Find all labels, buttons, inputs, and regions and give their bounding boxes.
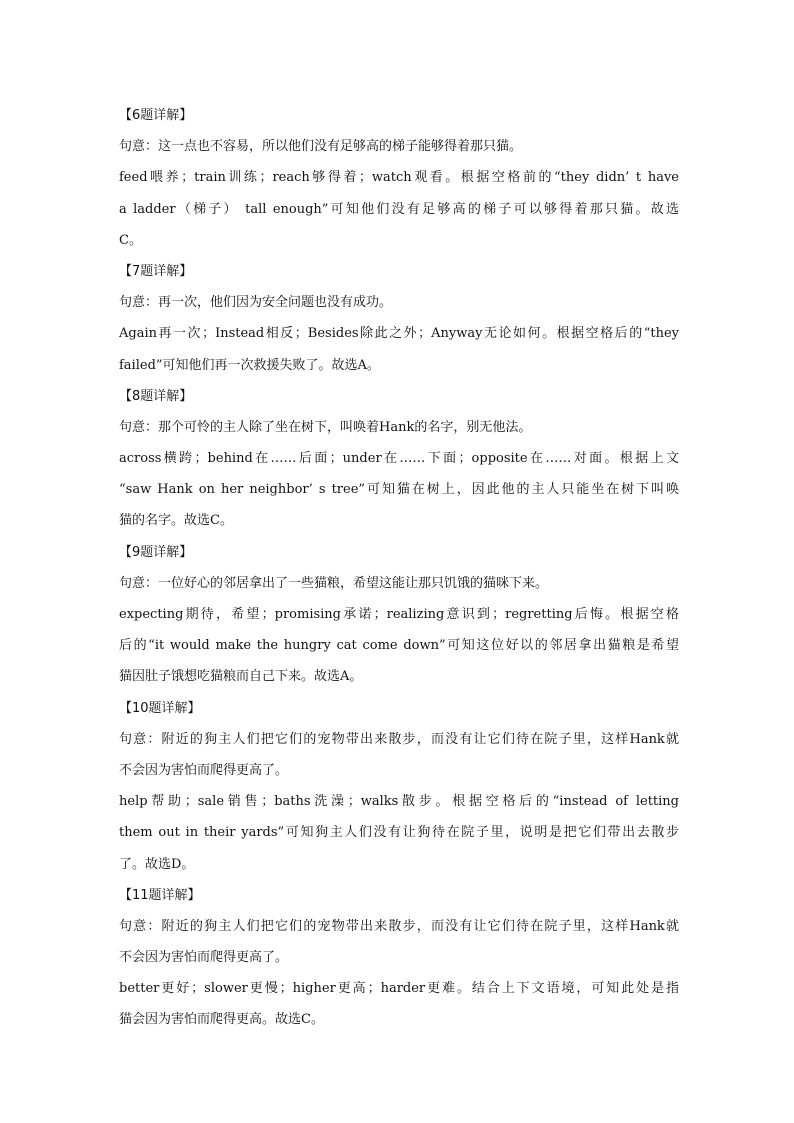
- explanation-line: 了。故选D。: [119, 856, 195, 872]
- section-heading-q8: 【8题详解】: [119, 388, 193, 404]
- section-heading-q6: 【6题详解】: [119, 108, 193, 123]
- section-heading-q11: 【11题详解】: [119, 887, 201, 903]
- explanation-line: better更好；slower更慢；higher更高；harder更难。结合上下文语境，可知此处是指: [119, 981, 679, 997]
- explanation-line: feed喂养；train训练；reach够得着；watch观看。根据空格前的“they didn’ t have: [119, 170, 679, 186]
- explanation-line: across横跨；behind在……后面；under在……下面；opposite在……对面。根据上文: [119, 451, 679, 467]
- sentence-meaning-q8: 句意：那个可怜的主人除了坐在树下，叫唤着Hank的名字，别无他法。: [119, 419, 532, 435]
- sentence-meaning-q9: 句意：一位好心的邻居拿出了一些猫粮，希望这能让那只饥饿的猫咪下来。: [119, 575, 549, 591]
- sentence-meaning-q11: 句意：附近的狗主人们把它们的宠物带出来散步，而没有让它们待在院子里，这样Hank就: [119, 918, 679, 934]
- explanation-line: “saw Hank on her neighbor’ s tree”可知猫在树上，因此他的主人只能坐在树下叫唤: [119, 482, 679, 498]
- section-heading-q9: 【9题详解】: [119, 544, 193, 560]
- sentence-meaning-q10: 句意：附近的狗主人们把它们的宠物带出来散步，而没有让它们待在院子里，这样Hank就: [119, 731, 679, 747]
- explanation-line: 后的“it would make the hungry cat come down”可知这位好以的邻居拿出猫粮是希望: [119, 638, 679, 654]
- section-heading-q7: 【7题详解】: [119, 263, 193, 279]
- explanation-line: 猫会因为害怕而爬得更高。故选C。: [119, 1012, 324, 1028]
- explanation-line: 猫的名字。故选C。: [119, 513, 233, 529]
- section-heading-q10: 【10题详解】: [119, 700, 201, 716]
- sentence-meaning-q7: 句意：再一次，他们因为安全问题也没有成功。: [119, 295, 393, 311]
- explanation-line: them out in their yards”可知狗主人们没有让狗待在院子里，说明是把它们带出去散步: [119, 825, 679, 841]
- sentence-meaning-q10-cont: 不会因为害怕而爬得更高了。: [119, 762, 289, 778]
- explanation-line: help帮助；sale销售；baths洗澡；walks散步。根据空格后的“instead of letting: [119, 794, 679, 810]
- sentence-meaning-q11-cont: 不会因为害怕而爬得更高了。: [119, 950, 289, 966]
- explanation-line: Again再一次；Instead相反；Besides除此之外；Anyway无论如何。根据空格后的“they: [119, 326, 679, 342]
- explanation-line: 猫因肚子饿想吃猫粮而自己下来。故选A。: [119, 669, 363, 685]
- explanation-line: expecting期待，希望；promising承诺；realizing意识到；regretting后悔。根据空格: [119, 607, 679, 622]
- explanation-line: failed”可知他们再一次救援失败了。故选A。: [119, 357, 380, 373]
- sentence-meaning-q6: 句意：这一点也不容易，所以他们没有足够高的梯子能够得着那只猫。: [119, 139, 523, 155]
- explanation-line: a ladder（梯子） tall enough”可知他们没有足够高的梯子可以够得着那只猫。故选: [119, 201, 679, 217]
- answer-explanations: [119, 100, 679, 1036]
- explanation-line: C。: [119, 232, 142, 248]
